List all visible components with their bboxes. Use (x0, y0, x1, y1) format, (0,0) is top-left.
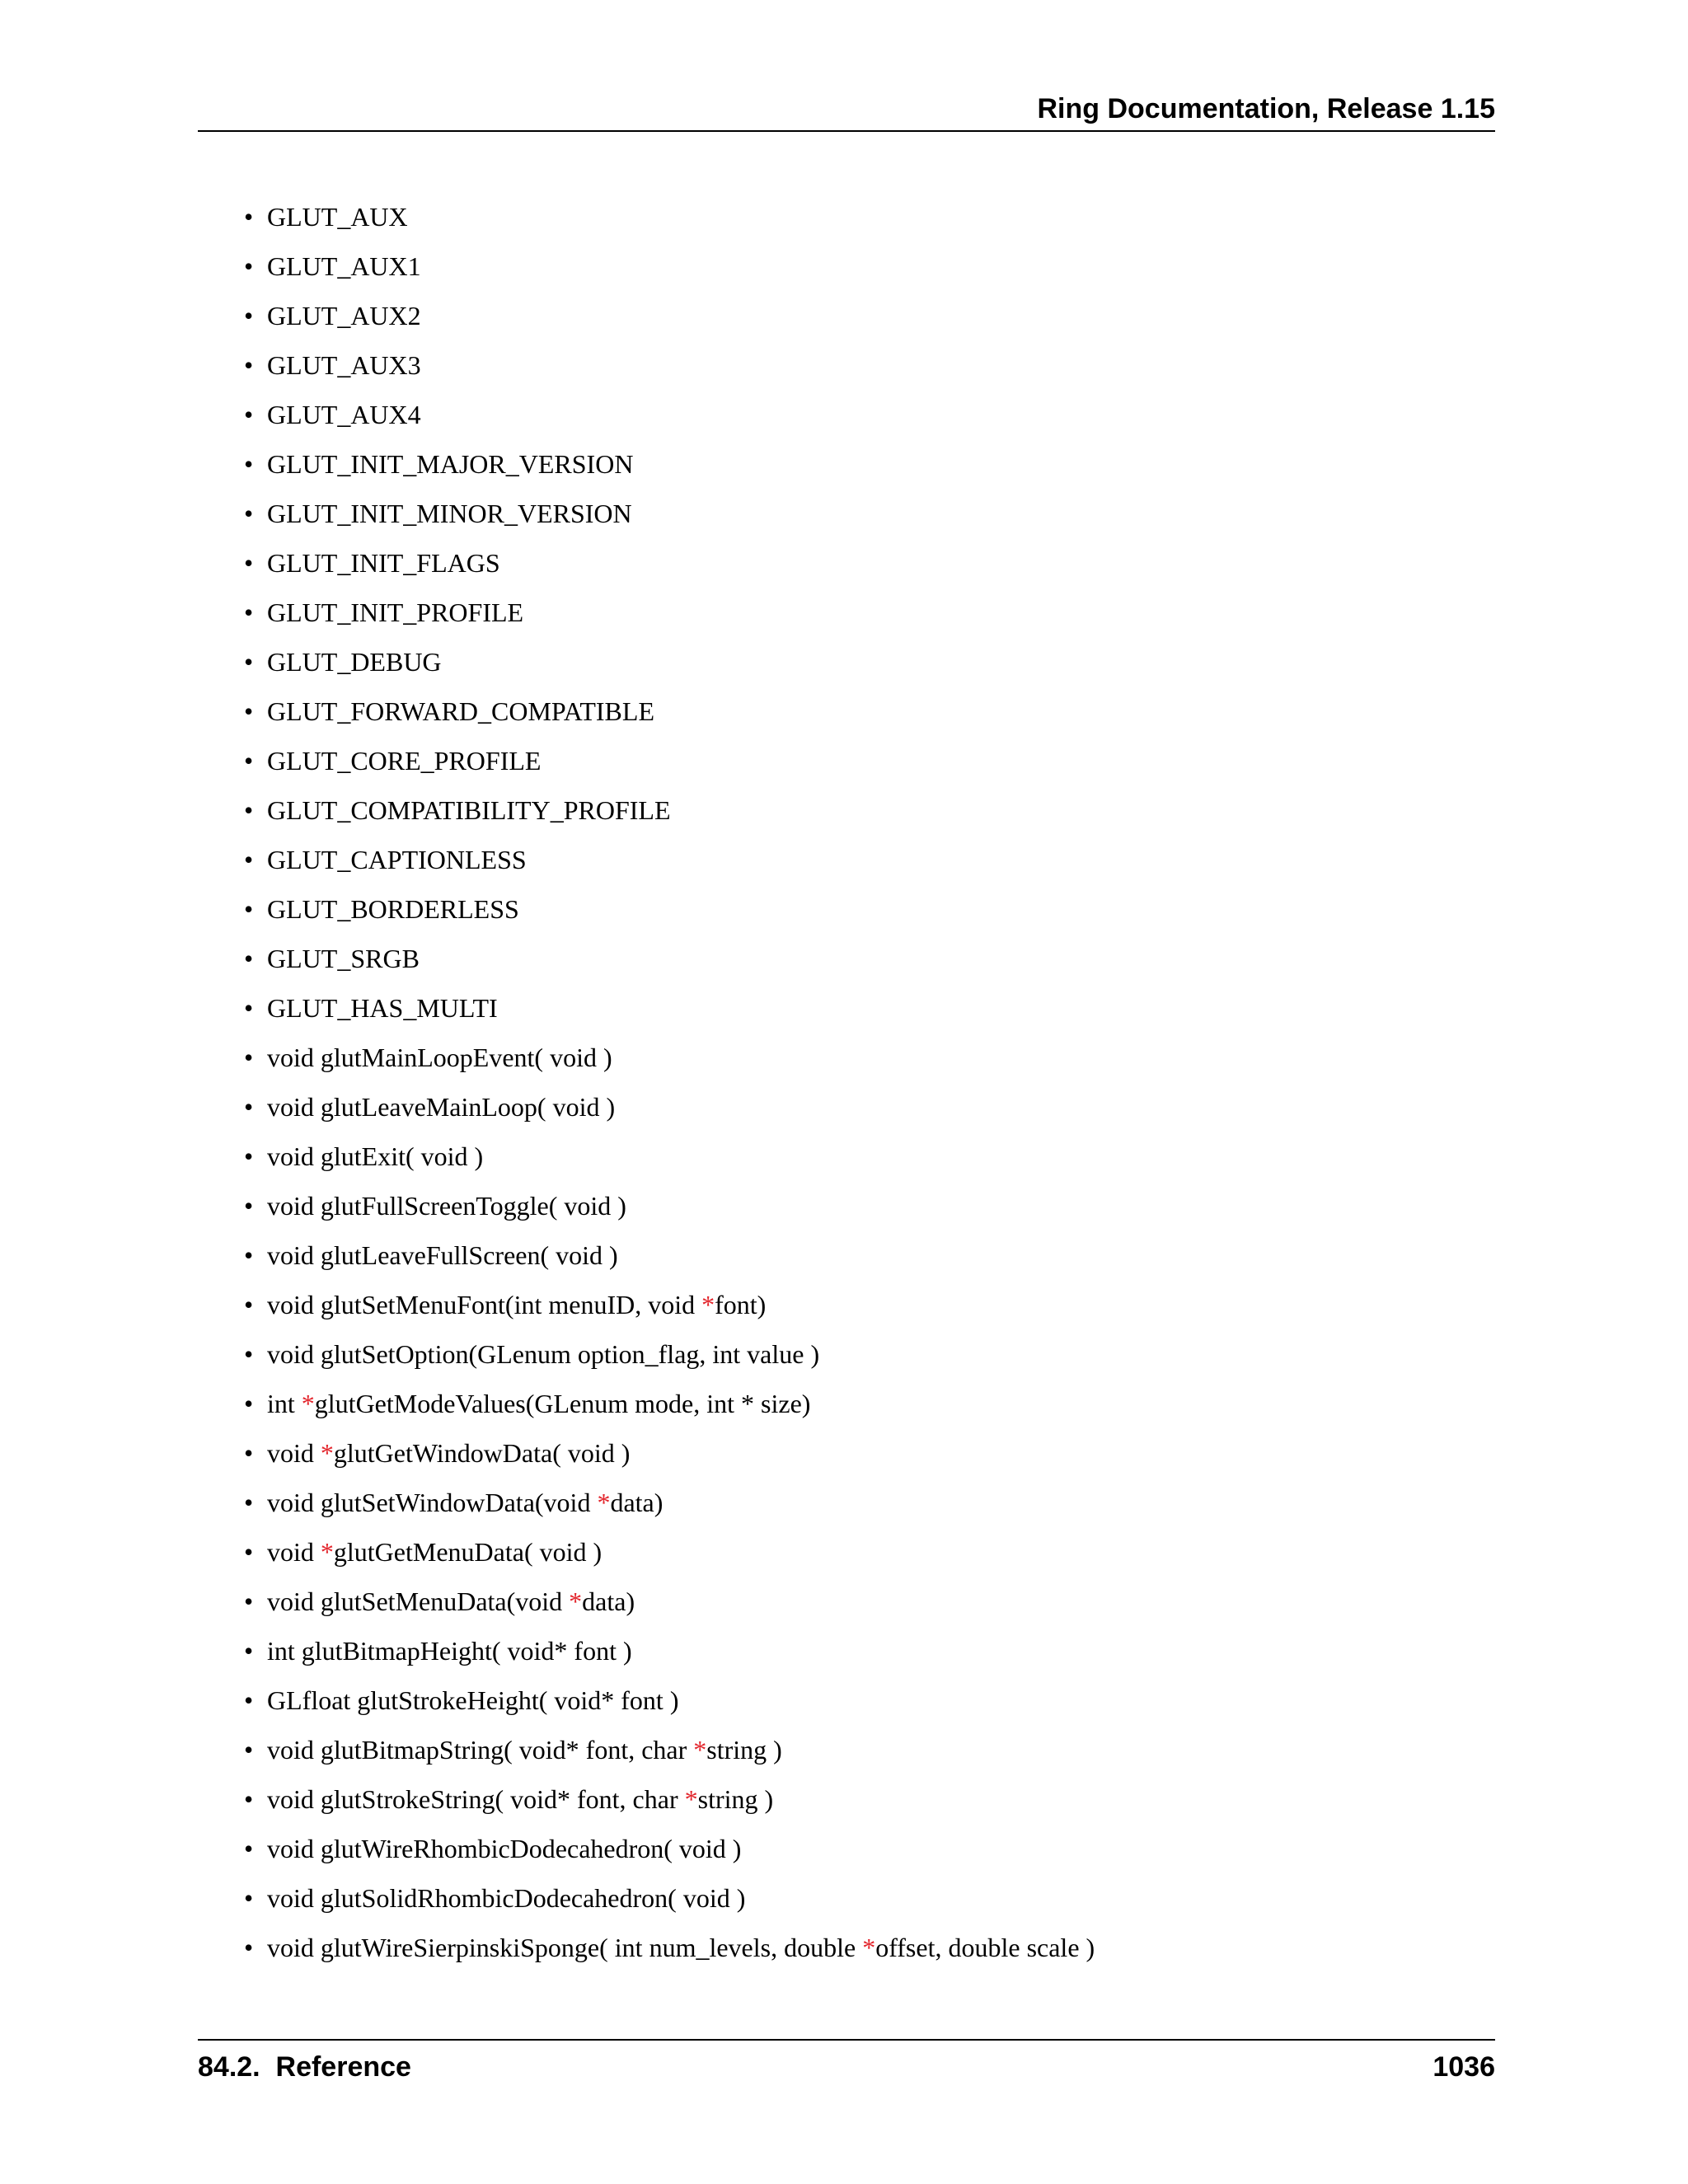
section-label: 84.2. Reference (198, 2051, 411, 2083)
list-item (244, 198, 1480, 247)
list-item-text: void *glutGetMenuData( void ) (267, 1537, 603, 1567)
bullet-icon: • (244, 944, 254, 973)
bullet-icon: • (244, 1240, 254, 1270)
bullet-icon: • (244, 598, 254, 627)
bullet-icon: • (244, 400, 254, 429)
list-item (244, 1483, 1480, 1533)
list-item-text: GLUT_CORE_PROFILE (267, 746, 542, 776)
list-item (244, 940, 1480, 989)
list-item (244, 1088, 1480, 1137)
list-item-text: void *glutGetWindowData( void ) (267, 1438, 631, 1468)
list-item (244, 1929, 1480, 1978)
list-item-text: void glutSetMenuFont(int menuID, void *font) (267, 1290, 767, 1319)
bullet-icon: • (244, 1389, 254, 1418)
list-item-text: GLUT_SRGB (267, 944, 420, 973)
list-item-text: void glutSetMenuData(void *data) (267, 1586, 635, 1616)
list-item-text: void glutBitmapString( void* font, char *string ) (267, 1735, 782, 1765)
list-item (244, 1236, 1480, 1286)
list-item-text: void glutExit( void ) (267, 1141, 484, 1171)
bullet-icon: • (244, 1537, 254, 1567)
bullet-icon: • (244, 499, 254, 528)
list-item-text: void glutFullScreenToggle( void ) (267, 1191, 626, 1221)
list-item-text: void glutStrokeString( void* font, char *string ) (267, 1784, 774, 1814)
list-item-text: GLUT_AUX1 (267, 251, 421, 281)
list-item (244, 1286, 1480, 1335)
list-item (244, 396, 1480, 445)
list-item-text: GLUT_INIT_PROFILE (267, 598, 524, 627)
bullet-icon: • (244, 647, 254, 677)
bullet-icon: • (244, 1883, 254, 1913)
page-footer (198, 2039, 1495, 2090)
list-item (244, 247, 1480, 297)
list-item (244, 1187, 1480, 1236)
list-item-text: GLUT_CAPTIONLESS (267, 845, 527, 874)
list-item (244, 593, 1480, 643)
list-item (244, 1681, 1480, 1731)
list-item-text: GLUT_BORDERLESS (267, 894, 519, 924)
bullet-icon: • (244, 251, 254, 281)
list-item-text: void glutWireRhombicDodecahedron( void ) (267, 1834, 742, 1863)
list-item-text: void glutWireSierpinskiSponge( int num_levels, double *offset, double scale ) (267, 1933, 1095, 1962)
list-item (244, 1434, 1480, 1483)
bullet-icon: • (244, 894, 254, 924)
bullet-icon: • (244, 1834, 254, 1863)
list-item (244, 1830, 1480, 1879)
bullet-icon: • (244, 1290, 254, 1319)
list-item-text: GLUT_AUX (267, 202, 408, 232)
list-item-text: GLUT_INIT_MINOR_VERSION (267, 499, 632, 528)
list-item (244, 1780, 1480, 1830)
list-item-text: void glutSolidRhombicDodecahedron( void ) (267, 1883, 746, 1913)
list-item-text: GLUT_FORWARD_COMPATIBLE (267, 696, 654, 726)
list-item-text: int glutBitmapHeight( void* font ) (267, 1636, 632, 1666)
list-item (244, 692, 1480, 742)
bullet-icon: • (244, 1092, 254, 1122)
bullet-icon: • (244, 1141, 254, 1171)
bullet-icon: • (244, 1438, 254, 1468)
list-item (244, 791, 1480, 841)
list-item (244, 445, 1480, 494)
list-item-text: void glutSetOption(GLenum option_flag, int value ) (267, 1339, 820, 1369)
bullet-icon: • (244, 548, 254, 578)
list-item (244, 1731, 1480, 1780)
list-item-text: GLUT_INIT_FLAGS (267, 548, 500, 578)
list-item (244, 1137, 1480, 1187)
list-item (244, 1385, 1480, 1434)
list-item (244, 346, 1480, 396)
bullet-icon: • (244, 1043, 254, 1072)
list-item (244, 1335, 1480, 1385)
bullet-icon: • (244, 1636, 254, 1666)
list-item-text: void glutSetWindowData(void *data) (267, 1488, 663, 1517)
list-item-text: GLUT_INIT_MAJOR_VERSION (267, 449, 634, 479)
page-number: 1036 (1432, 2051, 1495, 2083)
bullet-icon: • (244, 301, 254, 330)
list-item (244, 890, 1480, 940)
bullet-icon: • (244, 696, 254, 726)
page-header (198, 92, 1495, 132)
bullet-icon: • (244, 1784, 254, 1814)
list-item-text: void glutLeaveFullScreen( void ) (267, 1240, 618, 1270)
list-item-text: void glutLeaveMainLoop( void ) (267, 1092, 616, 1122)
list-item (244, 494, 1480, 544)
list-item-text: GLUT_HAS_MULTI (267, 993, 498, 1023)
list-item-text: GLUT_AUX3 (267, 350, 421, 380)
list-item (244, 1632, 1480, 1681)
bullet-icon: • (244, 1488, 254, 1517)
list-item (244, 544, 1480, 593)
list-item-text: GLUT_COMPATIBILITY_PROFILE (267, 795, 671, 825)
list-item (244, 1533, 1480, 1582)
document-title: Ring Documentation, Release 1.15 (1037, 93, 1495, 124)
bullet-icon: • (244, 202, 254, 232)
list-item (244, 643, 1480, 692)
list-item-text: GLUT_AUX4 (267, 400, 421, 429)
list-item (244, 742, 1480, 791)
list-item-text: GLUT_DEBUG (267, 647, 442, 677)
list-item (244, 1582, 1480, 1632)
list-item (244, 841, 1480, 890)
bullet-icon: • (244, 795, 254, 825)
list-item-text: GLfloat glutStrokeHeight( void* font ) (267, 1685, 679, 1715)
list-item-text: int *glutGetModeValues(GLenum mode, int * size) (267, 1389, 811, 1418)
bullet-icon: • (244, 1191, 254, 1221)
list-item (244, 297, 1480, 346)
main-content (244, 198, 1480, 1978)
bullet-icon: • (244, 1735, 254, 1765)
bullet-icon: • (244, 845, 254, 874)
list-item (244, 1038, 1480, 1088)
bullet-icon: • (244, 746, 254, 776)
list-item-text: GLUT_AUX2 (267, 301, 421, 330)
bullet-icon: • (244, 1933, 254, 1962)
list-item (244, 989, 1480, 1038)
bullet-icon: • (244, 449, 254, 479)
bullet-icon: • (244, 1586, 254, 1616)
list-item (244, 1879, 1480, 1929)
bullet-icon: • (244, 1685, 254, 1715)
list-item-text: void glutMainLoopEvent( void ) (267, 1043, 612, 1072)
bullet-icon: • (244, 993, 254, 1023)
bullet-icon: • (244, 350, 254, 380)
function-list (244, 198, 1480, 1978)
bullet-icon: • (244, 1339, 254, 1369)
